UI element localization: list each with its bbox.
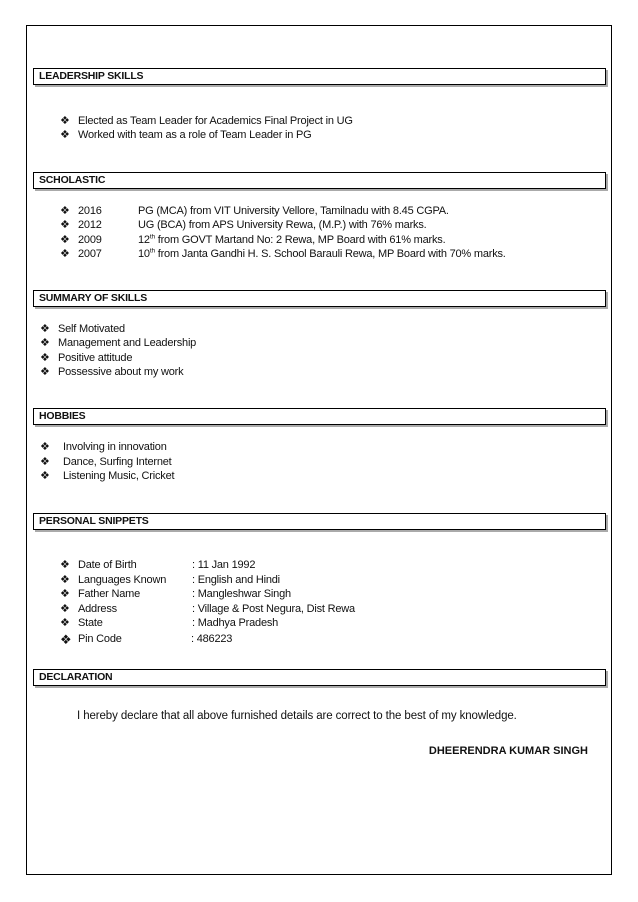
diamond-bullet-icon: ❖ xyxy=(40,366,50,378)
section-header-personal: PERSONAL SNIPPETS xyxy=(33,513,606,530)
diamond-bullet-icon: ❖ xyxy=(60,234,70,246)
scholastic-year: 2016 xyxy=(78,205,102,217)
section-header-scholastic: SCHOLASTIC xyxy=(33,172,606,189)
personal-value: : 11 Jan 1992 xyxy=(192,559,256,571)
section-header-leadership: LEADERSHIP SKILLS xyxy=(33,68,606,85)
diamond-bullet-icon: ❖ xyxy=(40,441,50,453)
diamond-bullet-icon: ❖ xyxy=(60,559,70,571)
scholastic-year: 2012 xyxy=(78,219,102,231)
diamond-bullet-icon: ❖ xyxy=(60,603,70,615)
diamond-bullet-icon: ❖ xyxy=(40,352,50,364)
personal-value: : Madhya Pradesh xyxy=(192,617,279,629)
personal-label: Pin Code xyxy=(78,633,122,645)
personal-value: : English and Hindi xyxy=(192,574,280,586)
scholastic-year: 2009 xyxy=(78,234,102,246)
diamond-bullet-icon: ❖ xyxy=(60,632,72,647)
scholastic-detail: UG (BCA) from APS University Rewa, (M.P.) with 76% marks. xyxy=(138,219,427,231)
personal-label: State xyxy=(78,617,103,629)
scholastic-detail: PG (MCA) from VIT University Vellore, Tamilnadu with 8.45 CGPA. xyxy=(138,205,449,217)
diamond-bullet-icon: ❖ xyxy=(60,129,70,141)
diamond-bullet-icon: ❖ xyxy=(60,248,70,260)
diamond-bullet-icon: ❖ xyxy=(60,574,70,586)
diamond-bullet-icon: ❖ xyxy=(60,205,70,217)
scholastic-year: 2007 xyxy=(78,248,102,260)
personal-label: Father Name xyxy=(78,588,140,600)
diamond-bullet-icon: ❖ xyxy=(40,337,50,349)
personal-value: : Village & Post Negura, Dist Rewa xyxy=(192,603,355,615)
personal-label: Date of Birth xyxy=(78,559,137,571)
diamond-bullet-icon: ❖ xyxy=(40,470,50,482)
section-header-hobbies: HOBBIES xyxy=(33,408,606,425)
declaration-text: I hereby declare that all above furnished details are correct to the best of my knowledge. xyxy=(77,710,517,722)
diamond-bullet-icon: ❖ xyxy=(40,456,50,468)
diamond-bullet-icon: ❖ xyxy=(60,115,70,127)
section-header-declaration: DECLARATION xyxy=(33,669,606,686)
diamond-bullet-icon: ❖ xyxy=(40,323,50,335)
scholastic-detail: 12th from GOVT Martand No: 2 Rewa, MP Board with 61% marks. xyxy=(138,233,446,246)
personal-value: : Mangleshwar Singh xyxy=(192,588,291,600)
signature-name: DHEERENDRA KUMAR SINGH xyxy=(428,745,588,757)
diamond-bullet-icon: ❖ xyxy=(60,617,70,629)
personal-label: Languages Known xyxy=(78,574,167,586)
personal-value: : 486223 xyxy=(191,633,233,645)
personal-label: Address xyxy=(78,603,117,615)
scholastic-detail: 10th from Janta Gandhi H. S. School Barauli Rewa, MP Board with 70% marks. xyxy=(138,247,506,260)
diamond-bullet-icon: ❖ xyxy=(60,219,70,231)
diamond-bullet-icon: ❖ xyxy=(60,588,70,600)
section-header-skills: SUMMARY OF SKILLS xyxy=(33,290,606,307)
